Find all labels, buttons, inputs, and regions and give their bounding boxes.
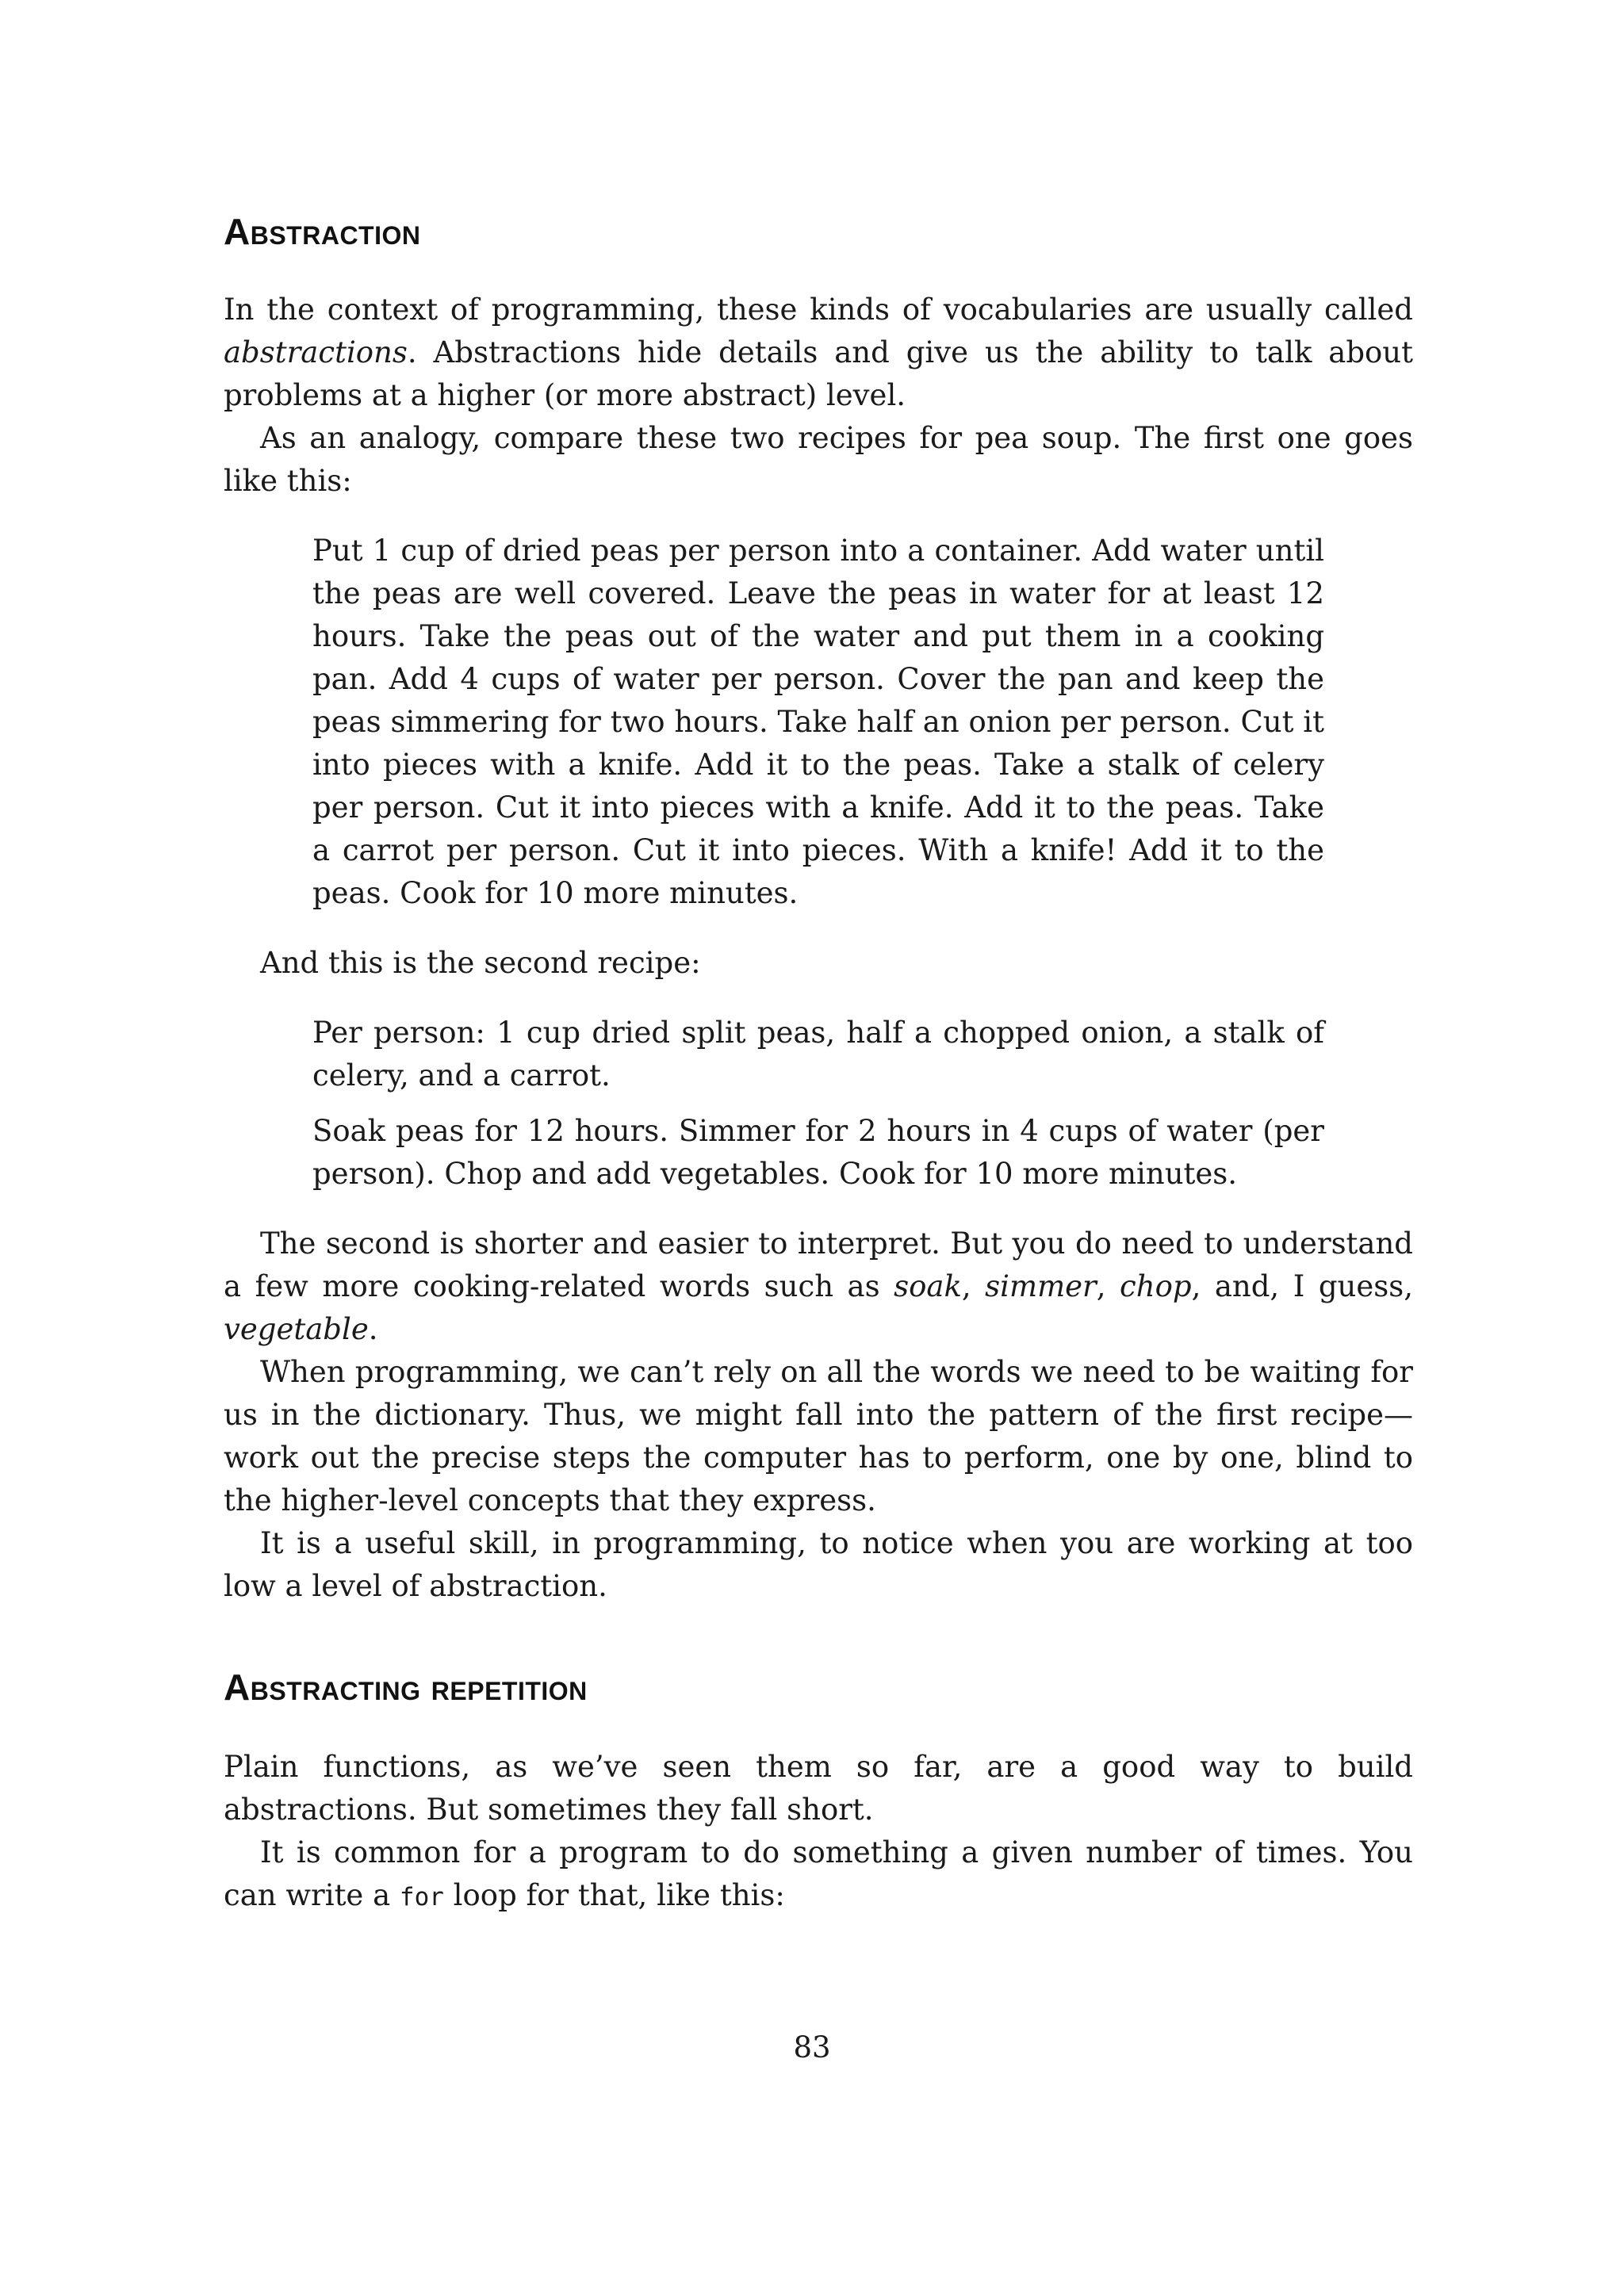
emphasis: soak [894,1269,962,1303]
text-run: It is common for a program to do something a given number of times. You can write a [224,1835,1413,1912]
text-run: In the context of programming, these kinds of vocabularies are usually called [224,293,1413,327]
text-run: . Abstractions hide details and give us the ability to talk about problems at a higher (or more abstract) level. [224,335,1413,412]
emphasis: vegetable [224,1312,369,1346]
text-run: , [1096,1269,1120,1303]
paragraph: As an analogy, compare these two recipes for pea soup. The first one goes like this: [224,421,1413,498]
page-content [224,208,1413,1919]
recipe-first-quote: Put 1 cup of dried peas per person into a container. Add water until the peas are well covered. Leave the peas in water for at least 12 hours. Take the peas out of the water and put them in a cooking pan. Add 4 cups of water per person. Cover the pan and keep the peas simmering for two hours. Take half an onion per person. Cut it into pieces with a knife. Add it to the peas. Take a stalk of celery per person. Cut it into pieces with a knife. Add it to the peas. Take a carrot per person. Cut it into pieces. With a knife! Add it to the peas. Cook for 10 more minutes. [312,534,1324,910]
paragraph: Plain functions, as we’ve seen them so far, are a good way to build abstractions. But sometimes they fall short. [224,1750,1413,1827]
paragraph [224,289,1413,417]
section-heading-abstraction: Abstraction [224,211,421,252]
text-run: loop for that, like this: [443,1878,785,1912]
paragraph: It is a useful skill, in programming, to notice when you are working at too low a level of abstraction. [224,1526,1413,1603]
text-run: , [961,1269,986,1303]
paragraph [224,1831,1413,1919]
emphasis: simmer [985,1269,1097,1303]
emphasis: abstractions [224,335,408,369]
recipe-second-ingredients: Per person: 1 cup dried split peas, half a chopped onion, a stalk of celery, and a carrot. [312,1016,1324,1093]
text-run: . [368,1312,378,1346]
paragraph: When programming, we can’t rely on all the words we need to be waiting for us in the dictionary. Thus, we might fall into the pattern of the first recipe—work out the precise steps the computer has to perform, one by one, blind to the higher-level concepts that they express. [224,1355,1413,1517]
paragraph: And this is the second recipe: [260,946,701,980]
text-run: , and, I guess, [1191,1269,1413,1303]
section-heading-abstracting-repetition: Abstracting repetition [224,1667,588,1708]
page-number: 83 [793,2030,831,2064]
text-run: The second is shorter and easier to interpret. But you do need to understand a few more cooking-related words such as [224,1226,1413,1303]
paragraph [224,1223,1413,1351]
inline-code: for [399,1883,444,1911]
emphasis: chop [1120,1269,1192,1303]
recipe-second-steps: Soak peas for 12 hours. Simmer for 2 hours in 4 cups of water (per person). Chop and add vegetables. Cook for 10 more minutes. [312,1114,1324,1191]
